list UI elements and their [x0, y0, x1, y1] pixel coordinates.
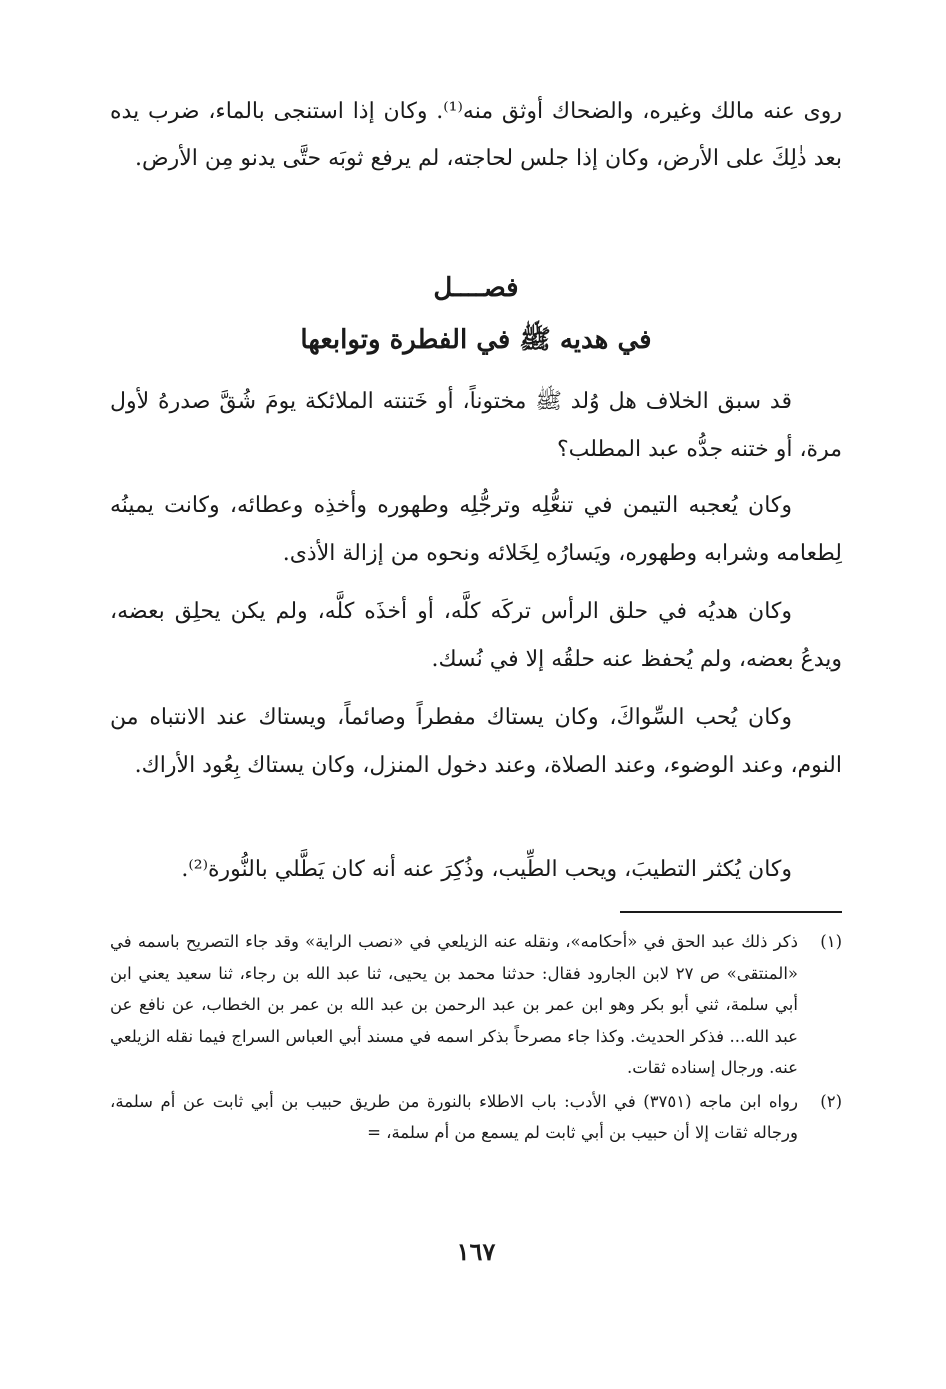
footnotes	[110, 926, 842, 1149]
continuation-text: روى عنه مالك وغيره، والضحاك أوثق منه⁽¹⁾. وكان إذا استنجى بالماء، ضرب يده بعد ذٰلِكَ على الأرض، وكان إذا جلس لحاجته، لم يرفع ثوبَه حتَّى يدنو مِن الأرض.	[110, 99, 842, 171]
paragraph-siwak: وكان يُحب السِّواكَ، وكان يستاك مفطراً وصائماً، ويستاك عند الانتباه من النوم، وعند الوضوء، وعند الصلاة، وعند دخول المنزل، وكان يستاك بِعُود الأراك.	[110, 705, 842, 778]
footnote-text: ذكر ذلك عبد الحق في «أحكامه»، ونقله عنه الزيلعي في «نصب الراية» وقد جاء التصريح باسمه في «المنتقى» ص ٢٧ لابن الجارود فقال: حدثنا محمد بن يحيى، ثنا عبد الله بن رجاء، ثنا سعيد يعني ابن أبي سلمة، ثني أبو بكر وهو ابن عمر بن عبد الرحمن بن عبد الله بن عمر بن الخطاب، عن نافع عن عبد الله... فذكر الحديث. وكذا جاء مصرحاً بذكر اسمه في مسند أبي العباس السراج فيما نقله الزيلعي عنه. ورجال إسناده ثقات.	[110, 932, 798, 1077]
footnote-text: رواه ابن ماجه (٣٧٥١) في الأدب: باب الاطلاء بالنورة من طريق حبيب بن أبي ثابت عن أم سلمة، ورجاله ثقات إلا أن حبيب بن أبي ثابت لم يسمع من أم سلمة، =	[110, 1091, 798, 1142]
footnote-2	[110, 1086, 842, 1149]
continuation-paragraph	[110, 88, 842, 182]
footnote-number: (٢)	[820, 1091, 842, 1111]
footnote-number: (١)	[820, 932, 842, 951]
paragraph-head-shaving: وكان هديُه في حلق الرأس تركَه كلَّه، أو أخذَه كلَّه، ولم يكن يحلِق بعضه، ويدعُ بعضه، ولم يُحفظ عنه حلقُه إلا في نُسك.	[110, 599, 842, 672]
section-title: في هديه ﷺ في الفطرة وتوابعها	[300, 325, 652, 355]
section-label: فصــــل	[433, 273, 519, 303]
footnote-1	[110, 926, 842, 1084]
paragraph-right-hand: وكان يُعجبه التيمن في تنعُّلِه وترجُّلِه وطهوره وأخذِه وعطائه، وكانت يمينُه لِطعامه وشرابه وطهوره، ويَسارُه لِخَلائه ونحوه من إزالة الأذى.	[110, 493, 842, 566]
footnote-divider	[620, 911, 842, 913]
page-number: ١٦٧	[456, 1237, 496, 1266]
book-page	[110, 0, 842, 1389]
paragraph-circumcision: قد سبق الخلاف هل وُلد ﷺ مختوناً، أو خَتنته الملائكة يومَ شُقَّ صدرهُ لأول مرة، أو ختنه جدُّه عبد المطلب؟	[110, 389, 842, 462]
paragraph-perfume: وكان يُكثر التطيبَ، ويحب الطِّيب، وذُكِرَ عنه أنه كان يَطَّلي بالنُّورة⁽²⁾.	[181, 857, 792, 882]
